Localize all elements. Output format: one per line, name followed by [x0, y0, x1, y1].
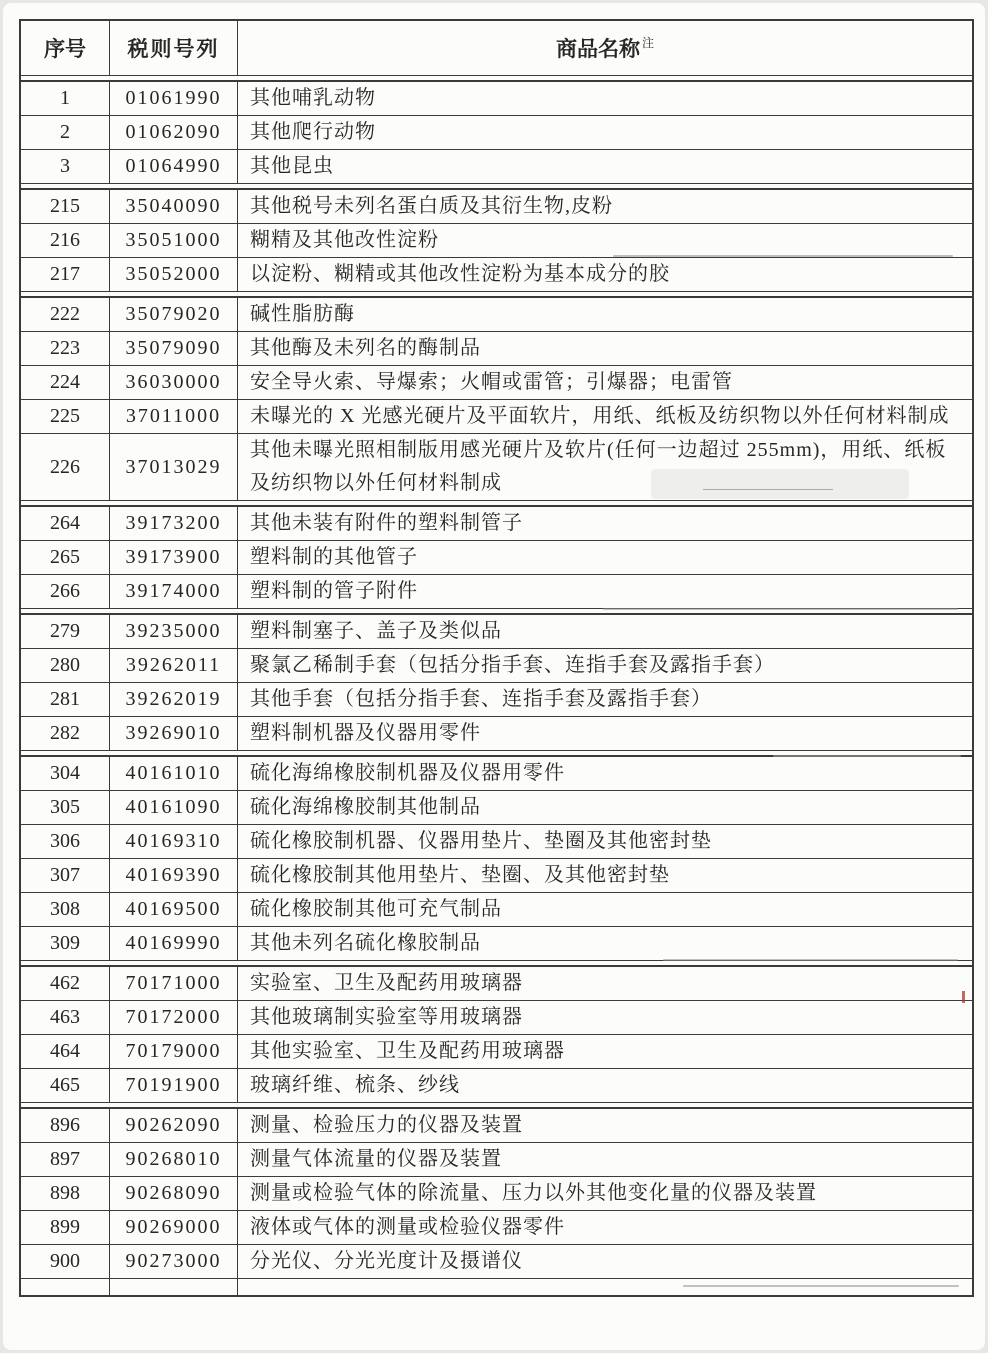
- table-row: [21, 366, 972, 400]
- row-name-cell: 其他实验室、卫生及配药用玻璃器: [237, 1035, 972, 1068]
- row-index-cell: 223: [50, 337, 80, 359]
- row-code-cell: 37011000: [109, 400, 237, 433]
- row-index-cell: 464: [50, 1040, 80, 1062]
- row-name-cell: 其他哺乳动物: [237, 82, 972, 115]
- group-separator: [21, 750, 972, 757]
- row-code-cell: 90268090: [109, 1177, 237, 1210]
- row-code-cell: 40161010: [109, 757, 237, 790]
- row-index-cell: 217: [50, 263, 80, 285]
- row-code-cell: 40169990: [109, 927, 237, 960]
- group-separator: [21, 183, 972, 190]
- row-name-cell: 未曝光的 X 光感光硬片及平面软片，用纸、纸板及纺织物以外任何材料制成: [237, 400, 972, 433]
- row-name-cell: 碱性脂肪酶: [237, 298, 972, 331]
- row-name-cell: 塑料制机器及仪器用零件: [237, 717, 972, 750]
- row-name-cell: 其他手套（包括分指手套、连指手套及露指手套）: [237, 683, 972, 716]
- row-code-cell: 70172000: [109, 1001, 237, 1034]
- column-header-index: 序号: [44, 37, 86, 61]
- row-code-cell: 01064990: [109, 150, 237, 183]
- row-name-cell: 测量、检验压力的仪器及装置: [237, 1109, 972, 1142]
- column-header-name-label: 商品名称: [555, 37, 640, 61]
- table-row: [21, 434, 972, 500]
- row-index-cell: 281: [50, 688, 80, 710]
- table-row: [21, 967, 972, 1001]
- table-row: [21, 82, 972, 116]
- table-row: [21, 825, 972, 859]
- row-code-cell: 70179000: [109, 1035, 237, 1068]
- row-name-cell: 其他昆虫: [237, 150, 972, 183]
- row-name-cell: 其他未装有附件的塑料制管子: [237, 507, 972, 540]
- group-separator: [21, 291, 972, 298]
- row-index-cell: 465: [50, 1074, 80, 1096]
- group-separator: [21, 1102, 972, 1109]
- row-index-cell: 900: [50, 1250, 80, 1272]
- row-name-cell: 塑料制塞子、盖子及类似品: [237, 615, 972, 648]
- table-row: [21, 615, 972, 649]
- row-code-cell: 40169310: [109, 825, 237, 858]
- header-note-mark: 注: [641, 35, 654, 50]
- row-index-cell: 305: [50, 796, 80, 818]
- table-row: [21, 400, 972, 434]
- table-row: [21, 757, 972, 791]
- row-code-cell: 90262090: [109, 1109, 237, 1142]
- row-name-cell: 玻璃纤维、梳条、纱线: [237, 1069, 972, 1102]
- row-name-cell: 以淀粉、糊精或其他改性淀粉为基本成分的胶: [237, 258, 972, 291]
- row-name-cell: 液体或气体的测量或检验仪器零件: [237, 1211, 972, 1244]
- row-code-cell: 35079090: [109, 332, 237, 365]
- table-row: [21, 1035, 972, 1069]
- row-index-cell: 2: [60, 121, 70, 143]
- row-code-cell: 01061990: [109, 82, 237, 115]
- table-row: [21, 507, 972, 541]
- row-code-cell: 37013029: [109, 434, 237, 500]
- row-code-cell: 35051000: [109, 224, 237, 257]
- row-code-cell: 40169390: [109, 859, 237, 892]
- table-body: [21, 82, 972, 1278]
- row-name-cell: 聚氯乙稀制手套（包括分指手套、连指手套及露指手套）: [237, 649, 972, 682]
- table-row: [21, 258, 972, 291]
- table-row: [21, 1143, 972, 1177]
- row-name-cell: 硫化橡胶制其他可充气制品: [237, 893, 972, 926]
- table-row: [21, 332, 972, 366]
- row-index-cell: 222: [50, 303, 80, 325]
- table-row: [21, 859, 972, 893]
- row-name-cell: 分光仪、分光光度计及摄谱仪: [237, 1245, 972, 1278]
- row-name-cell: 其他未曝光照相制版用感光硬片及软片(任何一边超过 255mm)，用纸、纸板及纺织物以外任何材料制成: [237, 434, 972, 500]
- row-index-cell: 899: [50, 1216, 80, 1238]
- table-row: [21, 649, 972, 683]
- row-name-cell: 其他玻璃制实验室等用玻璃器: [237, 1001, 972, 1034]
- row-code-cell: 39173200: [109, 507, 237, 540]
- row-code-cell: 40169500: [109, 893, 237, 926]
- row-code-cell: 39235000: [109, 615, 237, 648]
- table-row: [21, 1245, 972, 1278]
- row-index-cell: 462: [50, 972, 80, 994]
- table-header-row: [21, 21, 972, 75]
- table-row: [21, 116, 972, 150]
- row-index-cell: 282: [50, 722, 80, 744]
- table-row: [21, 1001, 972, 1035]
- table-row: [21, 190, 972, 224]
- row-index-cell: 215: [50, 195, 80, 217]
- table-row: [21, 1069, 972, 1102]
- row-code-cell: 35040090: [109, 190, 237, 223]
- row-index-cell: 216: [50, 229, 80, 251]
- row-code-cell: 01062090: [109, 116, 237, 149]
- row-name-cell: 硫化海绵橡胶制其他制品: [237, 791, 972, 824]
- row-index-cell: 226: [50, 455, 80, 478]
- row-name-cell: 糊精及其他改性淀粉: [237, 224, 972, 257]
- row-code-cell: 39173900: [109, 541, 237, 574]
- row-index-cell: 1: [60, 87, 70, 109]
- row-code-cell: 39262011: [109, 649, 237, 682]
- column-header-code: 税则号列: [109, 21, 237, 75]
- row-index-cell: 897: [50, 1148, 80, 1170]
- table-row: [21, 298, 972, 332]
- column-header-name: [237, 21, 972, 75]
- row-code-cell: 35079020: [109, 298, 237, 331]
- row-index-cell: 308: [50, 898, 80, 920]
- row-name-cell: 硫化橡胶制其他用垫片、垫圈、及其他密封垫: [237, 859, 972, 892]
- header-separator: [21, 75, 972, 82]
- row-index-cell: 266: [50, 580, 80, 602]
- row-code-cell: 36030000: [109, 366, 237, 399]
- row-index-cell: 265: [50, 546, 80, 568]
- table-row: [21, 927, 972, 960]
- table-row: [21, 791, 972, 825]
- row-index-cell: 224: [50, 371, 80, 393]
- row-name-cell: 其他酶及未列名的酶制品: [237, 332, 972, 365]
- row-index-cell: 463: [50, 1006, 80, 1028]
- table-row: [21, 541, 972, 575]
- row-name-cell: 实验室、卫生及配药用玻璃器: [237, 967, 972, 1000]
- row-index-cell: 307: [50, 864, 80, 886]
- row-code-cell: 39269010: [109, 717, 237, 750]
- group-separator: [21, 608, 972, 615]
- row-name-cell: 测量或检验气体的除流量、压力以外其他变化量的仪器及装置: [237, 1177, 972, 1210]
- row-index-cell: 279: [50, 620, 80, 642]
- row-code-cell: 90273000: [109, 1245, 237, 1278]
- table-row: [21, 150, 972, 183]
- table-row: [21, 1109, 972, 1143]
- scanned-document-page: [3, 3, 985, 1350]
- row-name-cell: 其他未列名硫化橡胶制品: [237, 927, 972, 960]
- table-row: [21, 1177, 972, 1211]
- row-index-cell: 264: [50, 512, 80, 534]
- row-index-cell: 3: [60, 155, 70, 177]
- row-name-cell: 安全导火索、导爆索；火帽或雷管；引爆器；电雷管: [237, 366, 972, 399]
- row-name-cell: 其他税号未列名蛋白质及其衍生物,皮粉: [237, 190, 972, 223]
- tariff-table: [19, 19, 974, 1297]
- row-index-cell: 896: [50, 1114, 80, 1136]
- row-index-cell: 309: [50, 932, 80, 954]
- row-name-cell: 硫化橡胶制机器、仪器用垫片、垫圈及其他密封垫: [237, 825, 972, 858]
- table-row: [21, 893, 972, 927]
- row-code-cell: 70171000: [109, 967, 237, 1000]
- row-index-cell: 225: [50, 405, 80, 427]
- row-name-cell: 其他爬行动物: [237, 116, 972, 149]
- table-row: [21, 717, 972, 750]
- table-row: [21, 224, 972, 258]
- row-index-cell: 898: [50, 1182, 80, 1204]
- trailing-empty-row: [21, 1278, 972, 1295]
- row-index-cell: 280: [50, 654, 80, 676]
- row-code-cell: 70191900: [109, 1069, 237, 1102]
- group-separator: [21, 500, 972, 507]
- group-separator: [21, 960, 972, 967]
- table-row: [21, 683, 972, 717]
- row-code-cell: 40161090: [109, 791, 237, 824]
- row-name-cell: 塑料制的管子附件: [237, 575, 972, 608]
- table-row: [21, 575, 972, 608]
- row-code-cell: 39174000: [109, 575, 237, 608]
- row-name-cell: 测量气体流量的仪器及装置: [237, 1143, 972, 1176]
- row-index-cell: 304: [50, 762, 80, 784]
- row-index-cell: 306: [50, 830, 80, 852]
- row-code-cell: 39262019: [109, 683, 237, 716]
- row-name-cell: 硫化海绵橡胶制机器及仪器用零件: [237, 757, 972, 790]
- row-code-cell: 90269000: [109, 1211, 237, 1244]
- table-row: [21, 1211, 972, 1245]
- row-code-cell: 35052000: [109, 258, 237, 291]
- row-name-cell: 塑料制的其他管子: [237, 541, 972, 574]
- row-code-cell: 90268010: [109, 1143, 237, 1176]
